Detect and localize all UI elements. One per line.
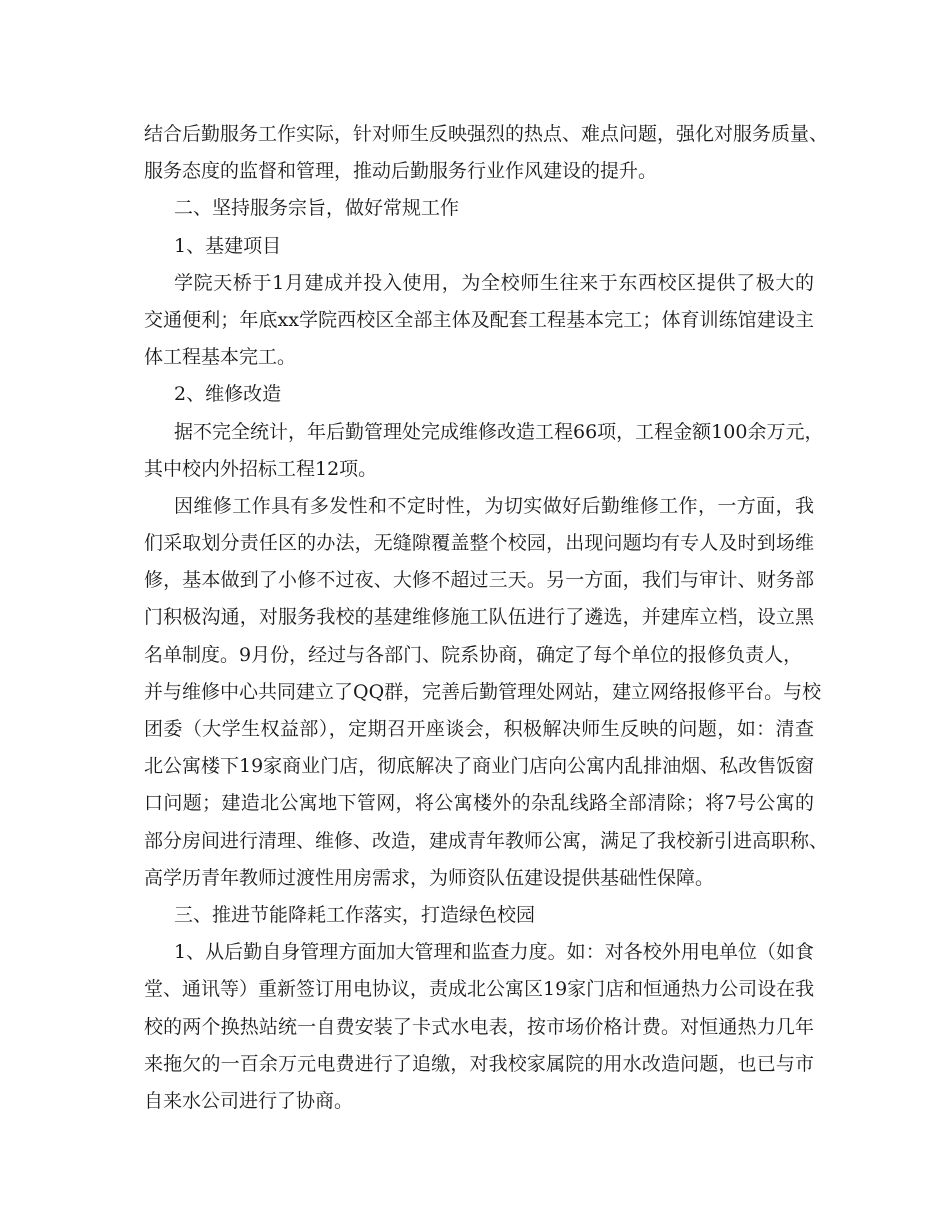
paragraph-line: 交通便利；年底xx学院西校区全部主体及配套工程基本完工；体育训练馆建设主 (144, 308, 814, 331)
section-heading: 三、推进节能降耗工作落实，打造绿色校园 (174, 903, 536, 926)
document-body (144, 116, 829, 1120)
paragraph-line: 高学历青年教师过渡性用房需求，为师资队伍建设提供基础性保障。 (144, 866, 715, 889)
paragraph-line: 名单制度。9月份，经过与各部门、院系协商，确定了每个单位的报修负责人， (144, 643, 803, 666)
subsection-heading: 1、基建项目 (174, 234, 282, 257)
paragraph-line: 1、从后勤自身管理方面加大管理和监查力度。如：对各校外用电单位（如食 (174, 941, 814, 964)
paragraph-line: 堂、通讯等）重新签订用电协议，责成北公寓区19家门店和恒通热力公司设在我 (144, 978, 815, 1001)
subsection-heading: 2、维修改造 (174, 383, 282, 406)
paragraph-line: 据不完全统计，年后勤管理处完成维修改造工程66项，工程金额100余万元， (174, 420, 824, 443)
paragraph-line: 其中校内外招标工程12项。 (144, 457, 378, 480)
paragraph-line: 结合后勤服务工作实际，针对师生反映强烈的热点、难点问题，强化对服务质量、 (144, 123, 829, 145)
paragraph-line: 自来水公司进行了协商。 (144, 1089, 354, 1112)
paragraph-line: 体工程基本完工。 (144, 346, 297, 369)
paragraph-line: 并与维修中心共同建立了QQ群，完善后勤管理处网站，建立网络报修平台。与校 (144, 680, 822, 703)
paragraph-line: 门积极沟通，对服务我校的基建维修施工队伍进行了遴选，并建库立档，设立黑 (144, 606, 814, 629)
paragraph-line: 口问题；建造北公寓地下管网，将公寓楼外的杂乱线路全部清除；将7号公寓的 (144, 792, 814, 815)
paragraph-line: 因维修工作具有多发性和不定时性，为切实做好后勤维修工作，一方面，我 (174, 494, 814, 517)
paragraph-line: 来拖欠的一百余万元电费进行了追缴，对我校家属院的用水改造问题，也已与市 (144, 1052, 814, 1075)
paragraph-line: 们采取划分责任区的办法，无缝隙覆盖整个校园，出现问题均有专人及时到场维 (144, 532, 814, 555)
paragraph-line: 修，基本做到了小修不过夜、大修不超过三天。另一方面，我们与审计、财务部 (144, 569, 814, 592)
paragraph-line: 北公寓楼下19家商业门店，彻底解决了商业门店向公寓内乱排油烟、私改售饭窗 (144, 755, 815, 778)
paragraph-line: 服务态度的监督和管理，推动后勤服务行业作风建设的提升。 (144, 160, 658, 183)
section-heading: 二、坚持服务宗旨，做好常规工作 (174, 197, 460, 220)
paragraph-line: 校的两个换热站统一自费安装了卡式水电表，按市场价格计费。对恒通热力几年 (144, 1015, 814, 1038)
paragraph-line: 学院天桥于1月建成并投入使用，为全校师生往来于东西校区提供了极大的 (174, 271, 814, 294)
paragraph-line: 团委（大学生权益部），定期召开座谈会，积极解决师生反映的问题，如：清查 (144, 718, 814, 740)
paragraph-line: 部分房间进行清理、维修、改造，建成青年教师公寓，满足了我校新引进高职称、 (144, 829, 829, 852)
